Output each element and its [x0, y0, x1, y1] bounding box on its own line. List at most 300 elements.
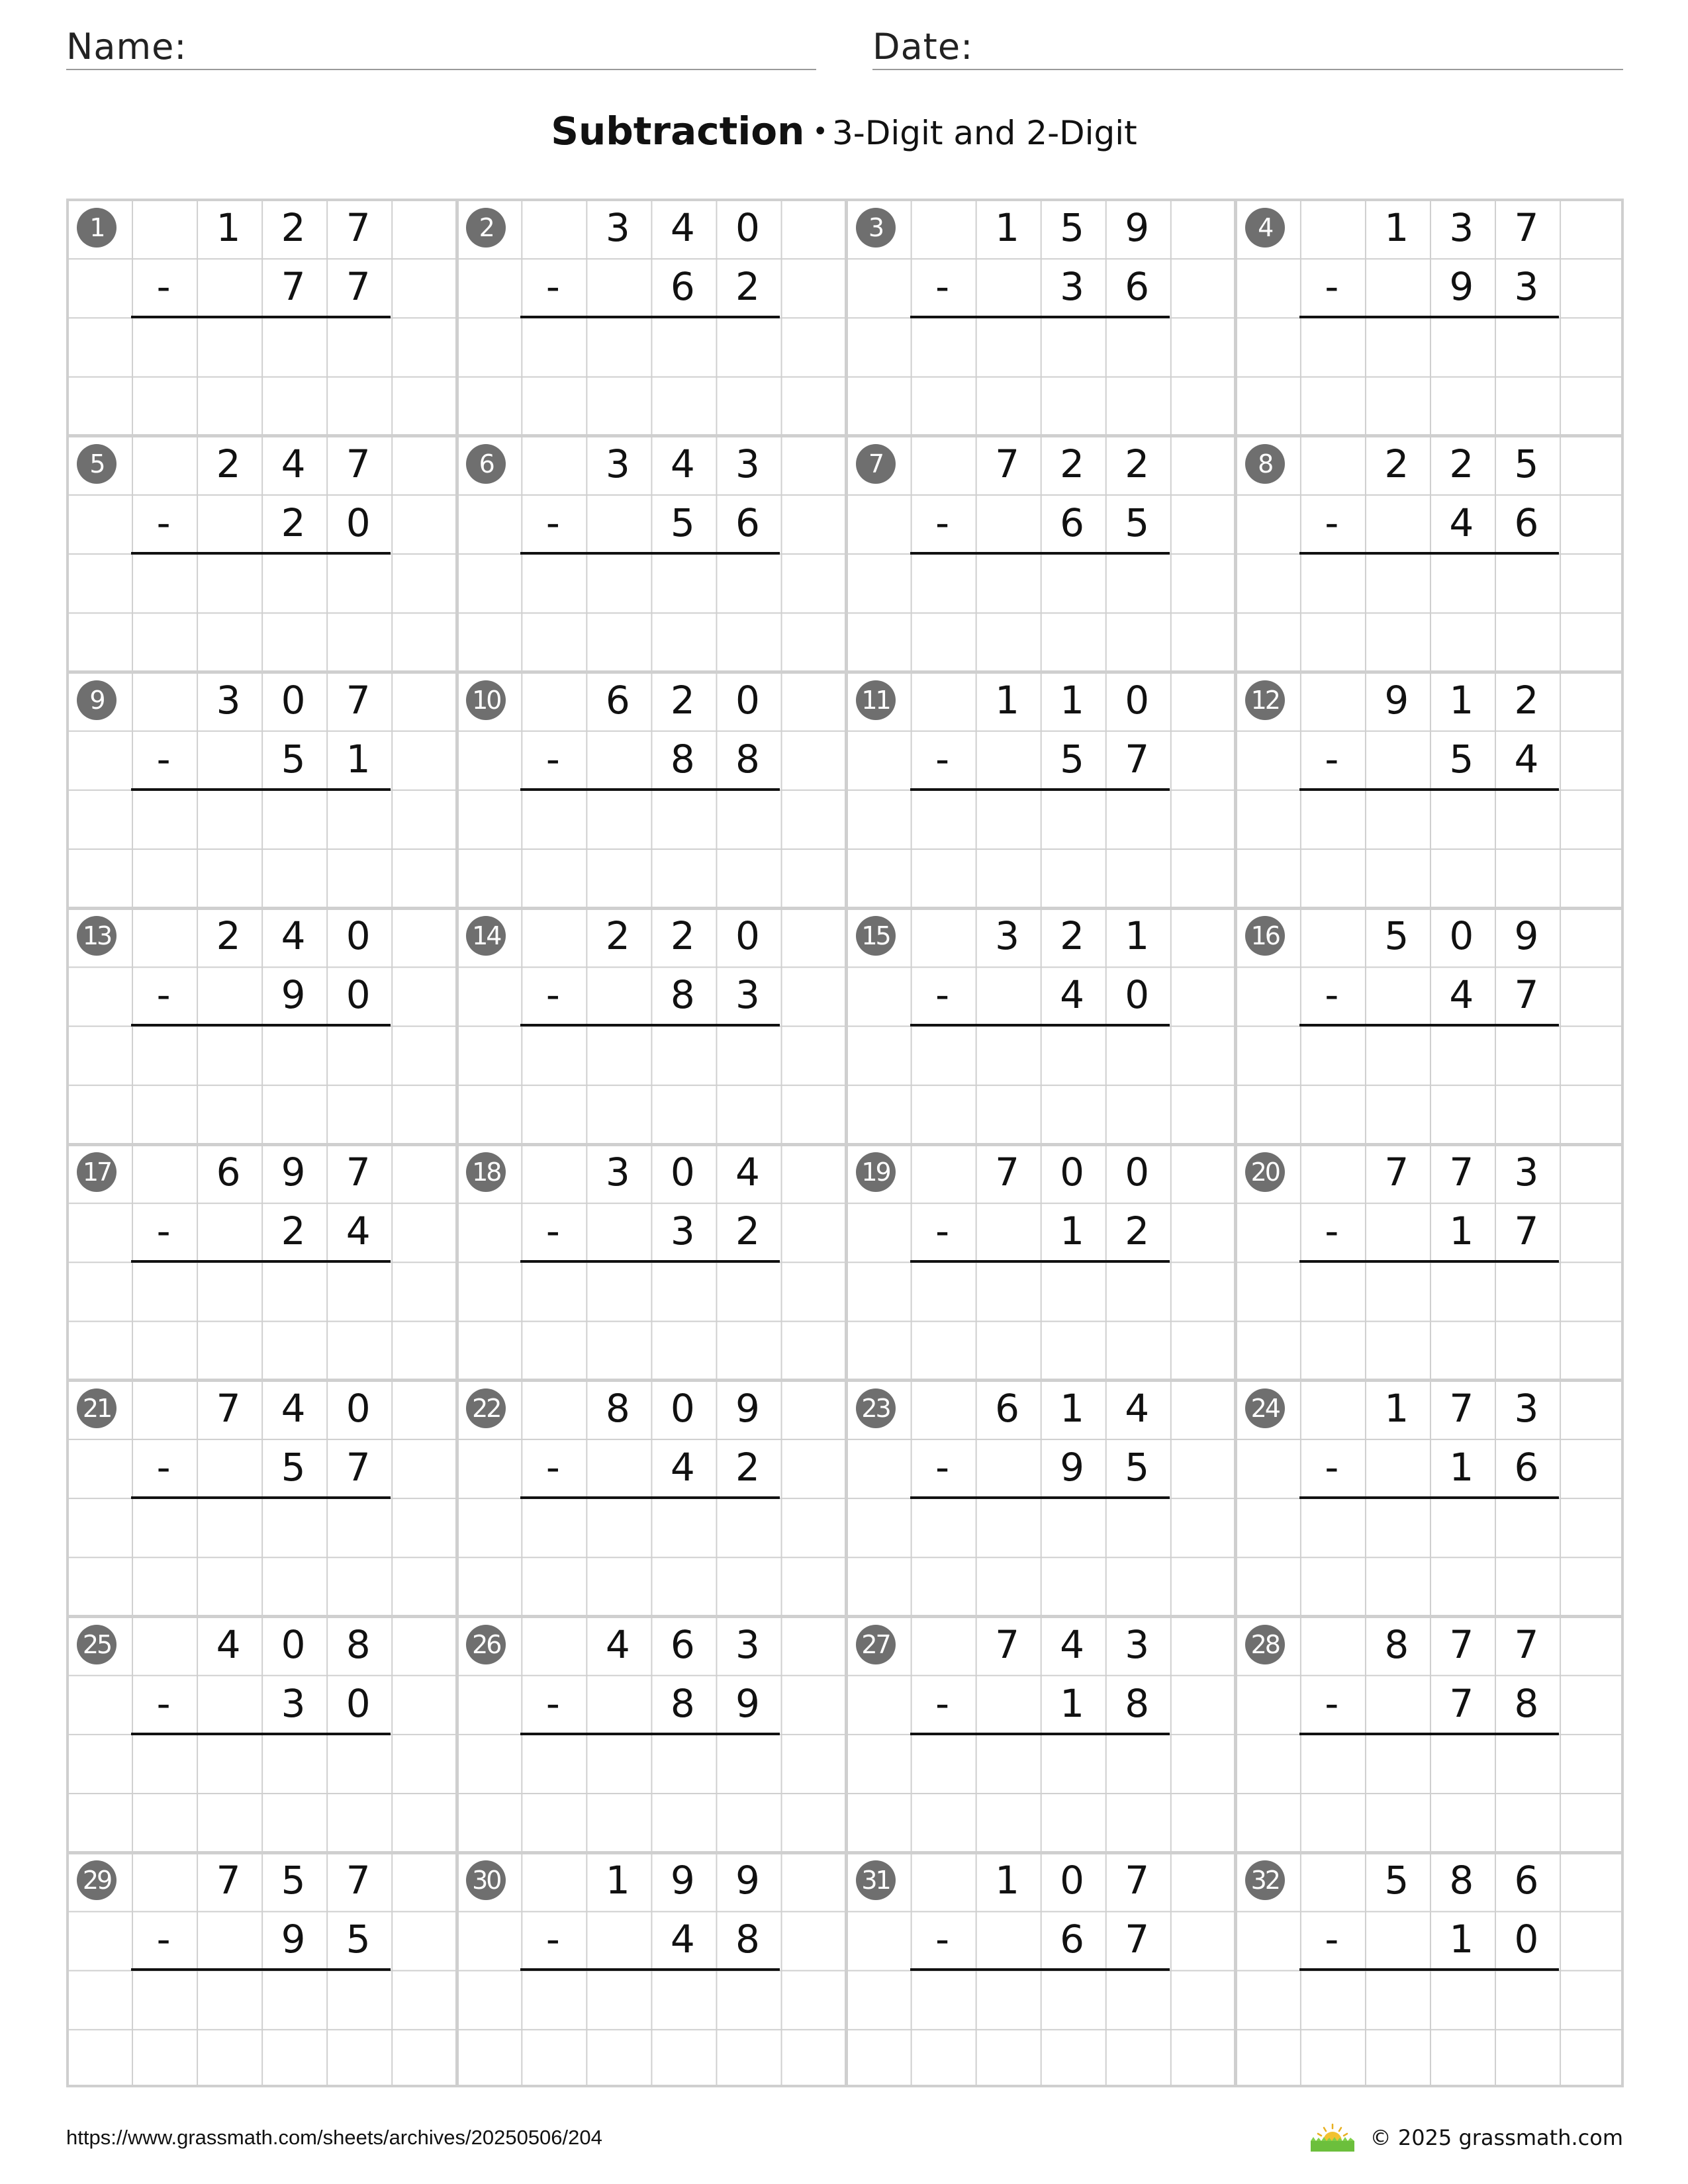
minus-sign: -	[156, 500, 171, 545]
sun-over-grass-icon	[1309, 2122, 1356, 2153]
subtrahend-digit: 6	[735, 500, 760, 545]
subtrahend-digit: 4	[1060, 972, 1085, 1018]
title-separator: •	[812, 116, 828, 147]
subtrahend-digit: 9	[1060, 1444, 1085, 1490]
subtrahend-digit: 2	[1125, 1208, 1150, 1254]
problem-19	[845, 1143, 1235, 1379]
subtrahend-digit: 6	[1125, 264, 1150, 310]
minuend-digit: 0	[346, 913, 371, 959]
problem-16	[1235, 907, 1624, 1143]
problem-12	[1235, 671, 1624, 907]
problem-number-badge: 19	[856, 1152, 896, 1192]
subtrahend-digit: 7	[1449, 1680, 1474, 1726]
subtrahend-digit: 1	[1449, 1917, 1474, 1962]
answer-line	[520, 1733, 780, 1735]
problem-5	[66, 435, 455, 671]
minuend-digit: 0	[1449, 913, 1474, 959]
minus-sign: -	[935, 500, 949, 545]
minuend-digit: 0	[346, 1385, 371, 1431]
minuend-digit: 2	[216, 441, 241, 486]
minuend-digit: 9	[735, 1858, 760, 1903]
subtrahend-digit: 8	[670, 1680, 695, 1726]
subtrahend-digit: 8	[670, 736, 695, 782]
minuend-digit: 7	[346, 1858, 371, 1903]
problem-number-badge: 1	[77, 208, 117, 248]
minuend-digit: 0	[735, 205, 760, 250]
subtrahend-digit: 2	[735, 1208, 760, 1254]
minuend-digit: 5	[1060, 205, 1085, 250]
answer-line	[131, 552, 391, 555]
problem-number-badge: 26	[466, 1625, 506, 1664]
minuend-digit: 9	[735, 1385, 760, 1431]
minuend-digit: 4	[281, 441, 306, 486]
problem-15	[845, 907, 1235, 1143]
minuend-digit: 6	[670, 1621, 695, 1667]
subtrahend-digit: 3	[1514, 264, 1539, 310]
answer-line	[520, 1968, 780, 1971]
minuend-digit: 8	[605, 1385, 630, 1431]
subtrahend-digit: 1	[1449, 1444, 1474, 1490]
minuend-digit: 3	[735, 441, 760, 486]
minus-sign: -	[545, 1680, 560, 1726]
subtrahend-digit: 9	[1449, 264, 1474, 310]
minuend-digit: 3	[605, 441, 630, 486]
answer-line	[910, 1260, 1170, 1263]
subtrahend-digit: 4	[1449, 972, 1474, 1018]
subtrahend-digit: 7	[1125, 736, 1150, 782]
minus-sign: -	[935, 1444, 949, 1490]
problem-number-badge: 6	[466, 444, 506, 484]
minus-sign: -	[545, 264, 560, 310]
minuend-digit: 9	[281, 1150, 306, 1195]
problem-20	[1235, 1143, 1624, 1379]
minus-sign: -	[156, 1208, 171, 1254]
problem-3	[845, 199, 1235, 435]
minuend-digit: 0	[1125, 677, 1150, 723]
minus-sign: -	[1325, 972, 1339, 1018]
minuend-digit: 0	[735, 677, 760, 723]
subtrahend-digit: 5	[281, 736, 306, 782]
problem-4	[1235, 199, 1624, 435]
minuend-digit: 3	[1449, 205, 1474, 250]
minuend-digit: 7	[1125, 1858, 1150, 1903]
answer-line	[131, 788, 391, 791]
answer-line	[520, 552, 780, 555]
problem-6	[455, 435, 845, 671]
problem-number-badge: 23	[856, 1388, 896, 1428]
minuend-digit: 9	[670, 1858, 695, 1903]
minuend-digit: 9	[1384, 677, 1409, 723]
problem-number-badge: 2	[466, 208, 506, 248]
minuend-digit: 3	[735, 1621, 760, 1667]
minus-sign: -	[935, 736, 949, 782]
problem-32	[1235, 1851, 1624, 2087]
problem-number-badge: 12	[1245, 680, 1285, 720]
minuend-digit: 8	[346, 1621, 371, 1667]
minuend-digit: 1	[995, 1858, 1020, 1903]
minuend-digit: 0	[1125, 1150, 1150, 1195]
minuend-digit: 1	[1060, 677, 1085, 723]
subtrahend-digit: 4	[670, 1444, 695, 1490]
minuend-digit: 1	[995, 205, 1020, 250]
answer-line	[131, 1260, 391, 1263]
minuend-digit: 3	[995, 913, 1020, 959]
subtrahend-digit: 6	[670, 264, 695, 310]
subtrahend-digit: 0	[1514, 1917, 1539, 1962]
answer-line	[1299, 1968, 1559, 1971]
problem-27	[845, 1615, 1235, 1852]
minuend-digit: 7	[1449, 1385, 1474, 1431]
minuend-digit: 2	[216, 913, 241, 959]
subtrahend-digit: 1	[1060, 1680, 1085, 1726]
problem-31	[845, 1851, 1235, 2087]
minuend-digit: 7	[1384, 1150, 1409, 1195]
subtrahend-digit: 7	[346, 1444, 371, 1490]
subtrahend-digit: 4	[670, 1917, 695, 1962]
minuend-digit: 1	[1449, 677, 1474, 723]
problem-10	[455, 671, 845, 907]
minuend-digit: 6	[605, 677, 630, 723]
minus-sign: -	[1325, 1444, 1339, 1490]
problem-11	[845, 671, 1235, 907]
subtrahend-digit: 6	[1060, 500, 1085, 545]
subtrahend-digit: 8	[735, 736, 760, 782]
subtrahend-digit: 5	[1060, 736, 1085, 782]
minuend-digit: 7	[216, 1858, 241, 1903]
subtrahend-digit: 0	[346, 972, 371, 1018]
subtrahend-digit: 8	[1514, 1680, 1539, 1726]
minus-sign: -	[545, 500, 560, 545]
problem-grid	[66, 199, 1624, 2087]
problem-number-badge: 7	[856, 444, 896, 484]
minuend-digit: 1	[1060, 1385, 1085, 1431]
answer-line	[1299, 1496, 1559, 1499]
answer-line	[1299, 316, 1559, 318]
name-label: Name:	[66, 26, 187, 68]
problem-number-badge: 31	[856, 1860, 896, 1900]
answer-line	[1299, 1260, 1559, 1263]
answer-line	[131, 1968, 391, 1971]
minuend-digit: 6	[995, 1385, 1020, 1431]
subtrahend-digit: 8	[670, 972, 695, 1018]
problem-number-badge: 16	[1245, 916, 1285, 956]
minuend-digit: 5	[1514, 441, 1539, 486]
minus-sign: -	[935, 1208, 949, 1254]
subtrahend-digit: 8	[735, 1917, 760, 1962]
subtrahend-digit: 5	[1125, 500, 1150, 545]
subtrahend-digit: 1	[1449, 1208, 1474, 1254]
minuend-digit: 1	[216, 205, 241, 250]
subtrahend-digit: 5	[1125, 1444, 1150, 1490]
footer-copyright: © 2025 grassmath.com	[1370, 2125, 1623, 2150]
minuend-digit: 0	[281, 677, 306, 723]
problem-number-badge: 15	[856, 916, 896, 956]
problem-18	[455, 1143, 845, 1379]
problem-number-badge: 10	[466, 680, 506, 720]
minus-sign: -	[1325, 1680, 1339, 1726]
answer-line	[520, 788, 780, 791]
minus-sign: -	[156, 972, 171, 1018]
minuend-digit: 2	[1060, 913, 1085, 959]
minuend-digit: 2	[1060, 441, 1085, 486]
minuend-digit: 7	[1514, 1621, 1539, 1667]
minuend-digit: 9	[1125, 205, 1150, 250]
minuend-digit: 7	[346, 1150, 371, 1195]
subtrahend-digit: 2	[735, 1444, 760, 1490]
minuend-digit: 2	[1514, 677, 1539, 723]
minuend-digit: 0	[1060, 1858, 1085, 1903]
minuend-digit: 7	[995, 441, 1020, 486]
minuend-digit: 5	[1384, 1858, 1409, 1903]
minuend-digit: 6	[216, 1150, 241, 1195]
problem-25	[66, 1615, 455, 1852]
subtrahend-digit: 6	[1514, 500, 1539, 545]
answer-line	[910, 1733, 1170, 1735]
minuend-digit: 7	[995, 1150, 1020, 1195]
subtrahend-digit: 7	[346, 264, 371, 310]
subtrahend-digit: 4	[346, 1208, 371, 1254]
problem-number-badge: 17	[77, 1152, 117, 1192]
minus-sign: -	[935, 1680, 949, 1726]
minuend-digit: 3	[605, 1150, 630, 1195]
minus-sign: -	[156, 1917, 171, 1962]
minuend-digit: 3	[216, 677, 241, 723]
title-subtitle: 3-Digit and 2-Digit	[831, 114, 1137, 152]
minuend-digit: 4	[670, 441, 695, 486]
problem-number-badge: 13	[77, 916, 117, 956]
answer-line	[131, 1733, 391, 1735]
minus-sign: -	[935, 972, 949, 1018]
minuend-digit: 2	[1384, 441, 1409, 486]
problem-17	[66, 1143, 455, 1379]
problem-number-badge: 25	[77, 1625, 117, 1664]
minus-sign: -	[156, 1444, 171, 1490]
minuend-digit: 3	[605, 205, 630, 250]
minus-sign: -	[1325, 264, 1339, 310]
subtrahend-digit: 9	[281, 1917, 306, 1962]
problem-7	[845, 435, 1235, 671]
footer-brand	[1309, 2121, 1623, 2154]
answer-line	[1299, 788, 1559, 791]
minus-sign: -	[156, 1680, 171, 1726]
subtrahend-digit: 6	[1060, 1917, 1085, 1962]
minuend-digit: 3	[1514, 1385, 1539, 1431]
minus-sign: -	[545, 1917, 560, 1962]
minuend-digit: 1	[605, 1858, 630, 1903]
subtrahend-digit: 1	[346, 736, 371, 782]
answer-line	[520, 1024, 780, 1026]
problem-22	[455, 1379, 845, 1615]
answer-line	[910, 1496, 1170, 1499]
minuend-digit: 1	[1125, 913, 1150, 959]
minuend-digit: 8	[1384, 1621, 1409, 1667]
subtrahend-digit: 7	[281, 264, 306, 310]
minuend-digit: 2	[670, 913, 695, 959]
problem-number-badge: 27	[856, 1625, 896, 1664]
problem-24	[1235, 1379, 1624, 1615]
subtrahend-digit: 4	[1449, 500, 1474, 545]
problem-28	[1235, 1615, 1624, 1852]
minus-sign: -	[545, 972, 560, 1018]
minuend-digit: 0	[670, 1385, 695, 1431]
problem-9	[66, 671, 455, 907]
minuend-digit: 0	[735, 913, 760, 959]
minus-sign: -	[545, 1208, 560, 1254]
answer-line	[910, 1024, 1170, 1026]
problem-number-badge: 21	[77, 1388, 117, 1428]
minus-sign: -	[156, 264, 171, 310]
subtrahend-digit: 1	[1060, 1208, 1085, 1254]
minuend-digit: 4	[216, 1621, 241, 1667]
minuend-digit: 5	[1384, 913, 1409, 959]
problem-number-badge: 32	[1245, 1860, 1285, 1900]
minus-sign: -	[1325, 1917, 1339, 1962]
minus-sign: -	[545, 1444, 560, 1490]
problem-8	[1235, 435, 1624, 671]
problem-number-badge: 30	[466, 1860, 506, 1900]
minuend-digit: 2	[1125, 441, 1150, 486]
minuend-digit: 7	[1449, 1150, 1474, 1195]
minus-sign: -	[935, 264, 949, 310]
subtrahend-digit: 4	[1514, 736, 1539, 782]
minuend-digit: 0	[1060, 1150, 1085, 1195]
minus-sign: -	[156, 736, 171, 782]
problem-number-badge: 4	[1245, 208, 1285, 248]
subtrahend-digit: 3	[1060, 264, 1085, 310]
date-field[interactable]	[872, 24, 1623, 70]
minuend-digit: 2	[670, 677, 695, 723]
subtrahend-digit: 6	[1514, 1444, 1539, 1490]
answer-line	[910, 1968, 1170, 1971]
subtrahend-digit: 2	[281, 1208, 306, 1254]
minuend-digit: 6	[1514, 1858, 1539, 1903]
minuend-digit: 0	[281, 1621, 306, 1667]
subtrahend-digit: 7	[1514, 972, 1539, 1018]
subtrahend-digit: 2	[735, 264, 760, 310]
problem-number-badge: 3	[856, 208, 896, 248]
problem-29	[66, 1851, 455, 2087]
worksheet-title	[0, 105, 1688, 159]
problem-13	[66, 907, 455, 1143]
problem-30	[455, 1851, 845, 2087]
minuend-digit: 9	[1514, 913, 1539, 959]
subtrahend-digit: 3	[281, 1680, 306, 1726]
problem-number-badge: 29	[77, 1860, 117, 1900]
minuend-digit: 7	[216, 1385, 241, 1431]
minuend-digit: 7	[346, 205, 371, 250]
minuend-digit: 3	[1125, 1621, 1150, 1667]
answer-line	[910, 316, 1170, 318]
minuend-digit: 1	[1384, 1385, 1409, 1431]
subtrahend-digit: 9	[735, 1680, 760, 1726]
minus-sign: -	[935, 1917, 949, 1962]
answer-line	[131, 316, 391, 318]
subtrahend-digit: 7	[1514, 1208, 1539, 1254]
date-label: Date:	[872, 26, 974, 68]
problem-number-badge: 24	[1245, 1388, 1285, 1428]
minuend-digit: 7	[346, 677, 371, 723]
subtrahend-digit: 5	[1449, 736, 1474, 782]
minuend-digit: 8	[1449, 1858, 1474, 1903]
subtrahend-digit: 2	[281, 500, 306, 545]
problem-number-badge: 28	[1245, 1625, 1285, 1664]
subtrahend-digit: 3	[670, 1208, 695, 1254]
problem-number-badge: 8	[1245, 444, 1285, 484]
problem-number-badge: 9	[77, 680, 117, 720]
minus-sign: -	[545, 736, 560, 782]
answer-line	[910, 788, 1170, 791]
minuend-digit: 0	[670, 1150, 695, 1195]
subtrahend-digit: 5	[281, 1444, 306, 1490]
problem-2	[455, 199, 845, 435]
minuend-digit: 4	[605, 1621, 630, 1667]
subtrahend-digit: 9	[281, 972, 306, 1018]
problem-number-badge: 5	[77, 444, 117, 484]
problem-number-badge: 22	[466, 1388, 506, 1428]
problem-number-badge: 20	[1245, 1152, 1285, 1192]
subtrahend-digit: 5	[346, 1917, 371, 1962]
subtrahend-digit: 7	[1125, 1917, 1150, 1962]
minus-sign: -	[1325, 736, 1339, 782]
minuend-digit: 4	[281, 913, 306, 959]
problem-1	[66, 199, 455, 435]
minus-sign: -	[1325, 500, 1339, 545]
minuend-digit: 3	[1514, 1150, 1539, 1195]
answer-line	[131, 1496, 391, 1499]
problem-23	[845, 1379, 1235, 1615]
problem-26	[455, 1615, 845, 1852]
minuend-digit: 2	[605, 913, 630, 959]
answer-line	[520, 1260, 780, 1263]
minuend-digit: 4	[735, 1150, 760, 1195]
minus-sign: -	[1325, 1208, 1339, 1254]
problem-number-badge: 14	[466, 916, 506, 956]
footer-url[interactable]: https://www.grassmath.com/sheets/archives/20250506/204	[66, 2126, 602, 2149]
problem-21	[66, 1379, 455, 1615]
subtrahend-digit: 5	[670, 500, 695, 545]
name-field[interactable]	[66, 24, 816, 70]
subtrahend-digit: 0	[1125, 972, 1150, 1018]
answer-line	[520, 1496, 780, 1499]
minuend-digit: 4	[1125, 1385, 1150, 1431]
title-main: Subtraction	[551, 109, 805, 154]
problem-number-badge: 11	[856, 680, 896, 720]
answer-line	[1299, 1024, 1559, 1026]
answer-line	[910, 552, 1170, 555]
minuend-digit: 7	[346, 441, 371, 486]
minuend-digit: 5	[281, 1858, 306, 1903]
subtrahend-digit: 0	[346, 500, 371, 545]
minuend-digit: 7	[995, 1621, 1020, 1667]
minuend-digit: 2	[281, 205, 306, 250]
answer-line	[131, 1024, 391, 1026]
subtrahend-digit: 0	[346, 1680, 371, 1726]
answer-line	[1299, 552, 1559, 555]
problem-number-badge: 18	[466, 1152, 506, 1192]
answer-line	[520, 316, 780, 318]
minuend-digit: 4	[281, 1385, 306, 1431]
answer-line	[1299, 1733, 1559, 1735]
problem-14	[455, 907, 845, 1143]
minuend-digit: 4	[1060, 1621, 1085, 1667]
minuend-digit: 7	[1514, 205, 1539, 250]
minuend-digit: 4	[670, 205, 695, 250]
minuend-digit: 1	[1384, 205, 1409, 250]
minuend-digit: 2	[1449, 441, 1474, 486]
minuend-digit: 7	[1449, 1621, 1474, 1667]
subtrahend-digit: 8	[1125, 1680, 1150, 1726]
minuend-digit: 1	[995, 677, 1020, 723]
